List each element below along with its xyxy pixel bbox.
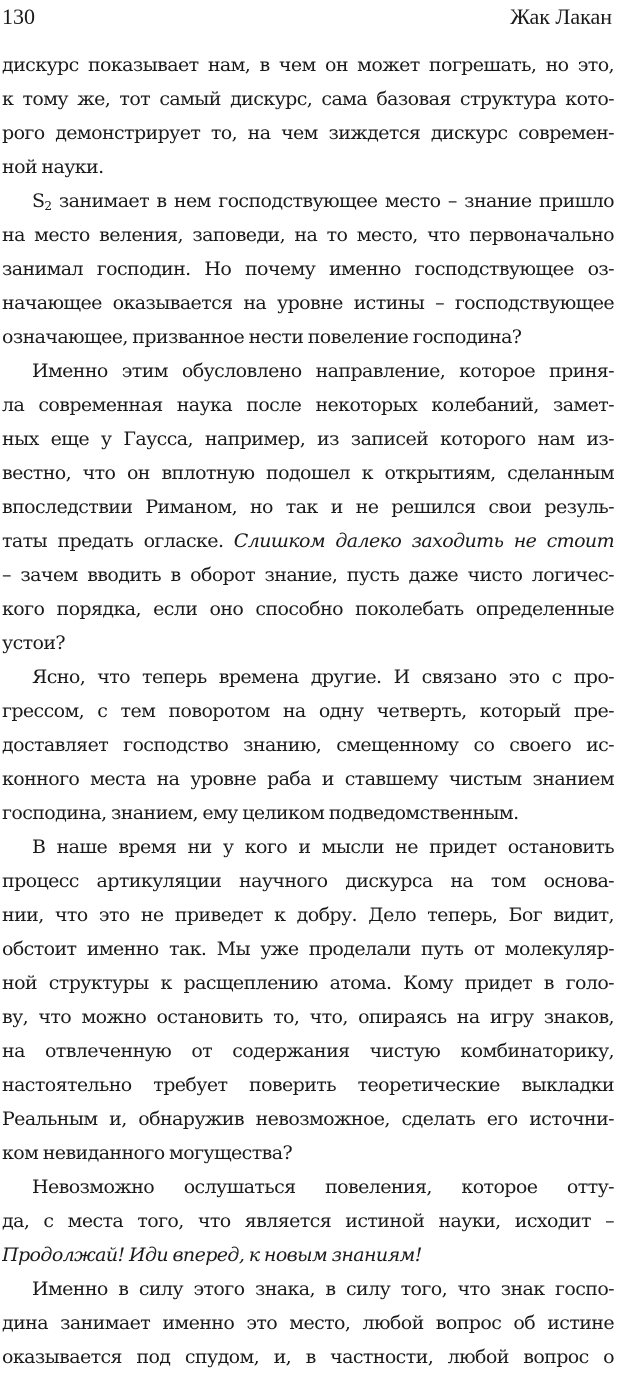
paragraph-3: [2, 354, 614, 660]
paragraph-7: [2, 1272, 614, 1374]
text-line: Именно этим обусловлено направление, которое приня-: [32, 360, 614, 382]
text-line: Невозможно ослушаться повеления, которое отту-: [32, 1176, 614, 1198]
text-line: обстоит именно так. Мы уже проделали путь от молекуляр-: [2, 938, 614, 960]
text-line: ком невиданного могущества?: [2, 1142, 293, 1164]
text-line: господина, знанием, ему целиком подведомственным.: [2, 802, 519, 824]
text-line: да, с места того, что является истиной науки, исходит –: [2, 1210, 614, 1232]
text-line: начающее оказывается на уровне истины – господствующее: [2, 292, 614, 314]
paragraph-5: [2, 830, 614, 1170]
text-line: [2, 184, 614, 218]
text-line: нии, что это не приведет к добру. Дело теперь, Бог видит,: [2, 904, 614, 926]
text-line: Реальным и, обнаружив невозможное, сделать его источни-: [2, 1108, 614, 1130]
paragraph-2: [2, 184, 614, 354]
text-line: конного места на уровне раба и ставшему чистым знанием: [2, 768, 614, 790]
text-line: занимал господин. Но почему именно господствующее оз-: [2, 258, 614, 280]
text-line: доставляет господство знанию, смещенному со своего ис-: [2, 734, 614, 756]
text-line: на отвлеченную от содержания чистую комбинаторику,: [2, 1040, 614, 1062]
text-line: кого порядка, если оно способно поколебать определенные: [2, 598, 614, 620]
text-run: занимает в нем господствующее место – знание пришло: [51, 190, 614, 212]
text-line: ной науки.: [2, 156, 104, 178]
s2-subscript: 2: [44, 199, 52, 213]
text-line: на место веления, заповеди, на то место, что первоначально: [2, 224, 614, 246]
text-line: рого демонстрирует то, на чем зиждется дискурс современ-: [2, 122, 614, 144]
paragraph-6: [2, 1170, 614, 1272]
running-title: Жак Лакан: [510, 4, 612, 29]
text-line: – зачем вводить в оборот знание, пусть даже чисто логичес-: [2, 564, 614, 586]
text-line: означающее, призванное нести повеление господина?: [2, 326, 522, 348]
text-line: дискурс показывает нам, в чем он может погрешать, но это,: [2, 54, 614, 76]
italic-phrase: Продолжай! Иди вперед, к новым знаниям!: [2, 1244, 422, 1266]
text-line: ла современная наука после некоторых колебаний, замет-: [2, 394, 614, 416]
s2-symbol: S: [32, 190, 45, 212]
text-line: впоследствии Риманом, но так и не решился свои резуль-: [2, 496, 614, 518]
text-line: Именно в силу этого знака, в силу того, что знак госпо-: [32, 1278, 614, 1300]
text-line: ной структуры к расщеплению атома. Кому придет в голо-: [2, 972, 614, 994]
text-line: процесс артикуляции научного дискурса на том основа-: [2, 870, 614, 892]
text-line: вестно, что он вплотную подошел к открытиям, сделанным: [2, 462, 614, 484]
italic-phrase: Слишком далеко заходить не стоит: [233, 530, 614, 552]
text-line: [2, 1238, 614, 1272]
text-line: В наше время ни у кого и мысли не придет остановить: [32, 836, 614, 858]
text-line: устои?: [2, 632, 66, 654]
page-number: 130: [2, 4, 35, 29]
text-line: оказывается под спудом, и, в частности, любой вопрос о: [2, 1346, 614, 1368]
text-line: [2, 524, 614, 558]
paragraph-4: [2, 660, 614, 830]
text-line: дина занимает именно это место, любой вопрос об истине: [2, 1312, 614, 1334]
running-head: [2, 2, 612, 32]
text-line: Ясно, что теперь времена другие. И связано это с про-: [32, 666, 614, 688]
text-line: ных еще у Гаусса, например, из записей которого нам из-: [2, 428, 614, 450]
paragraph-1: [2, 48, 614, 184]
text-line: к тому же, тот самый дискурс, сама базовая структура кото-: [2, 88, 614, 110]
text-line: настоятельно требует поверить теоретические выкладки: [2, 1074, 614, 1096]
text-run: таты предать огласке.: [2, 530, 234, 552]
body-text: [2, 48, 614, 1374]
text-line: грессом, с тем поворотом на одну четверть, который пре-: [2, 700, 614, 722]
text-line: ву, что можно остановить то, что, опираясь на игру знаков,: [2, 1006, 614, 1028]
